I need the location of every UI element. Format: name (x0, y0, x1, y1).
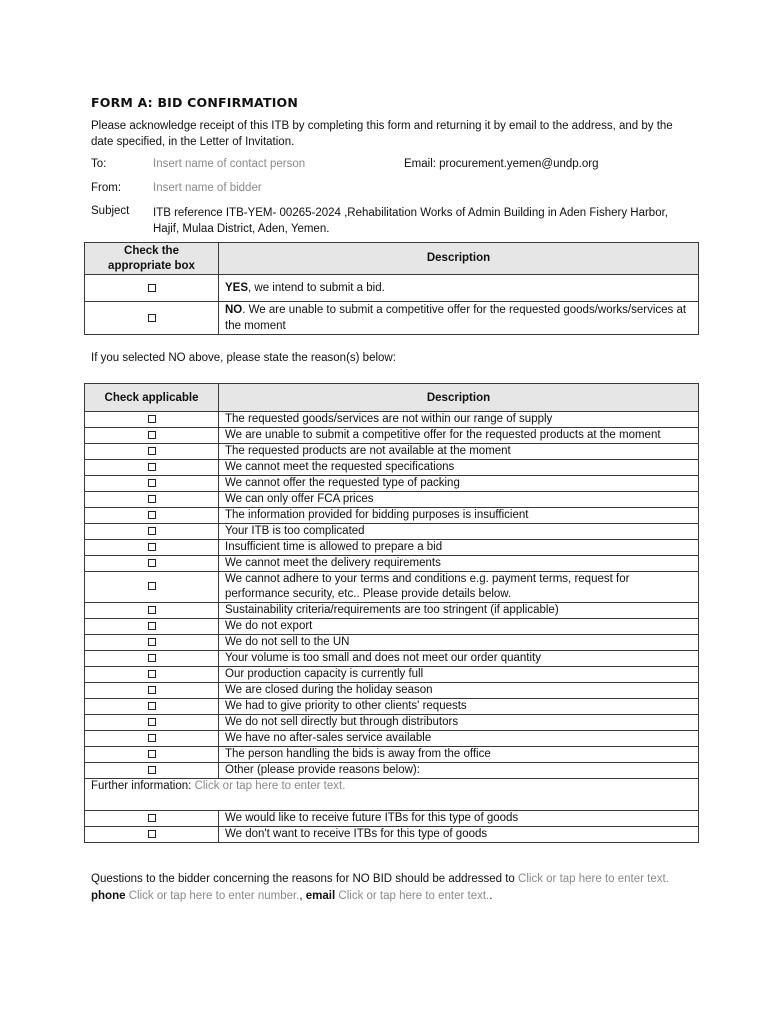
reason-row (85, 747, 699, 763)
reason-description: We cannot meet the requested specifications (219, 460, 699, 476)
reason-row (85, 444, 699, 460)
reason-description: We are unable to submit a competitive offer for the requested products at the moment (219, 428, 699, 444)
table-header-row (85, 384, 699, 412)
reason-checkbox[interactable] (148, 479, 156, 487)
reason-description: Other (please provide reasons below): (219, 763, 699, 779)
email-address: Email: procurement.yemen@undp.org (404, 158, 599, 170)
reason-checkbox[interactable] (148, 559, 156, 567)
reason-row (85, 699, 699, 715)
reason-checkbox[interactable] (148, 415, 156, 423)
reason-description: We had to give priority to other clients' requests (219, 699, 699, 715)
reason-checkbox[interactable] (148, 606, 156, 614)
reason-checkbox[interactable] (148, 638, 156, 646)
reason-description: The requested products are not available at the moment (219, 444, 699, 460)
reasons-table (84, 383, 699, 843)
email-label: email (305, 890, 336, 902)
reason-checkbox[interactable] (148, 511, 156, 519)
no-bold: NO (225, 304, 243, 316)
reason-checkbox[interactable] (148, 750, 156, 758)
footer-contact (91, 871, 711, 905)
reason-row (85, 508, 699, 524)
yes-text: , we intend to submit a bid. (248, 282, 385, 294)
email-placeholder[interactable]: Click or tap here to enter text. (338, 890, 490, 902)
reason-description: The requested goods/services are not within our range of supply (219, 412, 699, 428)
reason-description: We are closed during the holiday season (219, 683, 699, 699)
reason-checkbox[interactable] (148, 702, 156, 710)
bid-confirmation-table (84, 242, 699, 335)
footer-period: . (489, 890, 493, 902)
reason-row (85, 572, 699, 603)
reason-description: We do not sell directly but through distributors (219, 715, 699, 731)
yes-checkbox[interactable] (148, 284, 156, 292)
reason-description: The information provided for bidding purposes is insufficient (219, 508, 699, 524)
form-title: FORM A: BID CONFIRMATION (91, 95, 299, 110)
reason-description: Your ITB is too complicated (219, 524, 699, 540)
reason-checkbox[interactable] (148, 527, 156, 535)
reason-checkbox[interactable] (148, 670, 156, 678)
reason-description: Your volume is too small and does not meet our order quantity (219, 651, 699, 667)
from-label: From: (91, 182, 122, 194)
reason-row (85, 524, 699, 540)
reason-row (85, 763, 699, 779)
no-checkbox[interactable] (148, 314, 156, 322)
reason-row (85, 603, 699, 619)
reason-row (85, 635, 699, 651)
reason-row (85, 619, 699, 635)
reason-row (85, 460, 699, 476)
reason-description: We cannot adhere to your terms and conditions e.g. payment terms, request for performance security, etc.. Please provide details below. (219, 572, 699, 603)
future-no-row (85, 827, 699, 843)
reason-checkbox[interactable] (148, 654, 156, 662)
reason-row (85, 683, 699, 699)
reason-checkbox[interactable] (148, 718, 156, 726)
reason-description: We have no after-sales service available (219, 731, 699, 747)
table-header-row (85, 243, 699, 275)
reason-description: We cannot offer the requested type of packing (219, 476, 699, 492)
description-header: Description (219, 243, 699, 275)
to-contact-field[interactable]: Insert name of contact person (153, 158, 306, 170)
no-description (219, 302, 699, 335)
yes-description (219, 275, 699, 302)
subject-label: Subject (91, 205, 130, 217)
reason-row (85, 540, 699, 556)
further-placeholder[interactable]: Click or tap here to enter text. (194, 780, 346, 792)
reason-description: Our production capacity is currently full (219, 667, 699, 683)
future-no-checkbox[interactable] (148, 830, 156, 838)
further-information-row (85, 779, 699, 811)
reason-row (85, 667, 699, 683)
future-yes-checkbox[interactable] (148, 814, 156, 822)
reason-checkbox[interactable] (148, 431, 156, 439)
reason-checkbox[interactable] (148, 686, 156, 694)
reason-checkbox[interactable] (148, 495, 156, 503)
reason-checkbox[interactable] (148, 447, 156, 455)
future-yes-description: We would like to receive future ITBs for this type of goods (219, 811, 699, 827)
reason-checkbox[interactable] (148, 622, 156, 630)
yes-bold: YES (225, 282, 249, 294)
further-information-cell[interactable] (85, 779, 699, 811)
reason-description: Insufficient time is allowed to prepare a bid (219, 540, 699, 556)
reason-description: We do not sell to the UN (219, 635, 699, 651)
reason-description: We do not export (219, 619, 699, 635)
reason-description: The person handling the bids is away from the office (219, 747, 699, 763)
yes-row (85, 275, 699, 302)
reason-description: We cannot meet the delivery requirements (219, 556, 699, 572)
reason-checkbox[interactable] (148, 766, 156, 774)
reason-row (85, 715, 699, 731)
reason-row (85, 731, 699, 747)
addressee-placeholder[interactable]: Click or tap here to enter text. (518, 873, 669, 885)
from-bidder-field[interactable]: Insert name of bidder (153, 182, 262, 194)
reason-row (85, 492, 699, 508)
check-box-header: Check the appropriate box (85, 243, 219, 275)
reason-row (85, 651, 699, 667)
no-text: . We are unable to submit a competitive offer for the requested goods/works/services at the moment (225, 304, 687, 332)
further-label: Further information: (91, 780, 192, 792)
reason-row (85, 476, 699, 492)
footer-text: Questions to the bidder concerning the reasons for NO BID should be addressed to (91, 873, 515, 885)
future-no-description: We don't want to receive ITBs for this type of goods (219, 827, 699, 843)
to-label: To: (91, 158, 107, 170)
reason-row (85, 428, 699, 444)
reason-checkbox[interactable] (148, 543, 156, 551)
reason-row (85, 556, 699, 572)
phone-placeholder[interactable]: Click or tap here to enter number. (128, 890, 300, 902)
reason-description: We can only offer FCA prices (219, 492, 699, 508)
no-row (85, 302, 699, 335)
comma-separator: , (299, 890, 303, 902)
reason-checkbox[interactable] (148, 734, 156, 742)
subject-value: ITB reference ITB-YEM- 00265-2024 ,Rehabilitation Works of Admin Building in Aden Fishery Harbor, Hajif, Mulaa District, Aden, Yemen. (153, 207, 668, 235)
description-header: Description (219, 384, 699, 412)
future-yes-row (85, 811, 699, 827)
reason-row (85, 412, 699, 428)
reason-checkbox[interactable] (148, 463, 156, 471)
reason-checkbox[interactable] (148, 582, 156, 590)
check-applicable-header: Check applicable (85, 384, 219, 412)
intro-paragraph: Please acknowledge receipt of this ITB by completing this form and returning it by email to the address, and by the date specified, in the Letter of Invitation. (91, 120, 673, 148)
reason-description: Sustainability criteria/requirements are too stringent (if applicable) (219, 603, 699, 619)
reason-rows (85, 412, 699, 779)
no-reason-instruction: If you selected NO above, please state the reason(s) below: (91, 352, 396, 364)
phone-label: phone (91, 890, 126, 902)
